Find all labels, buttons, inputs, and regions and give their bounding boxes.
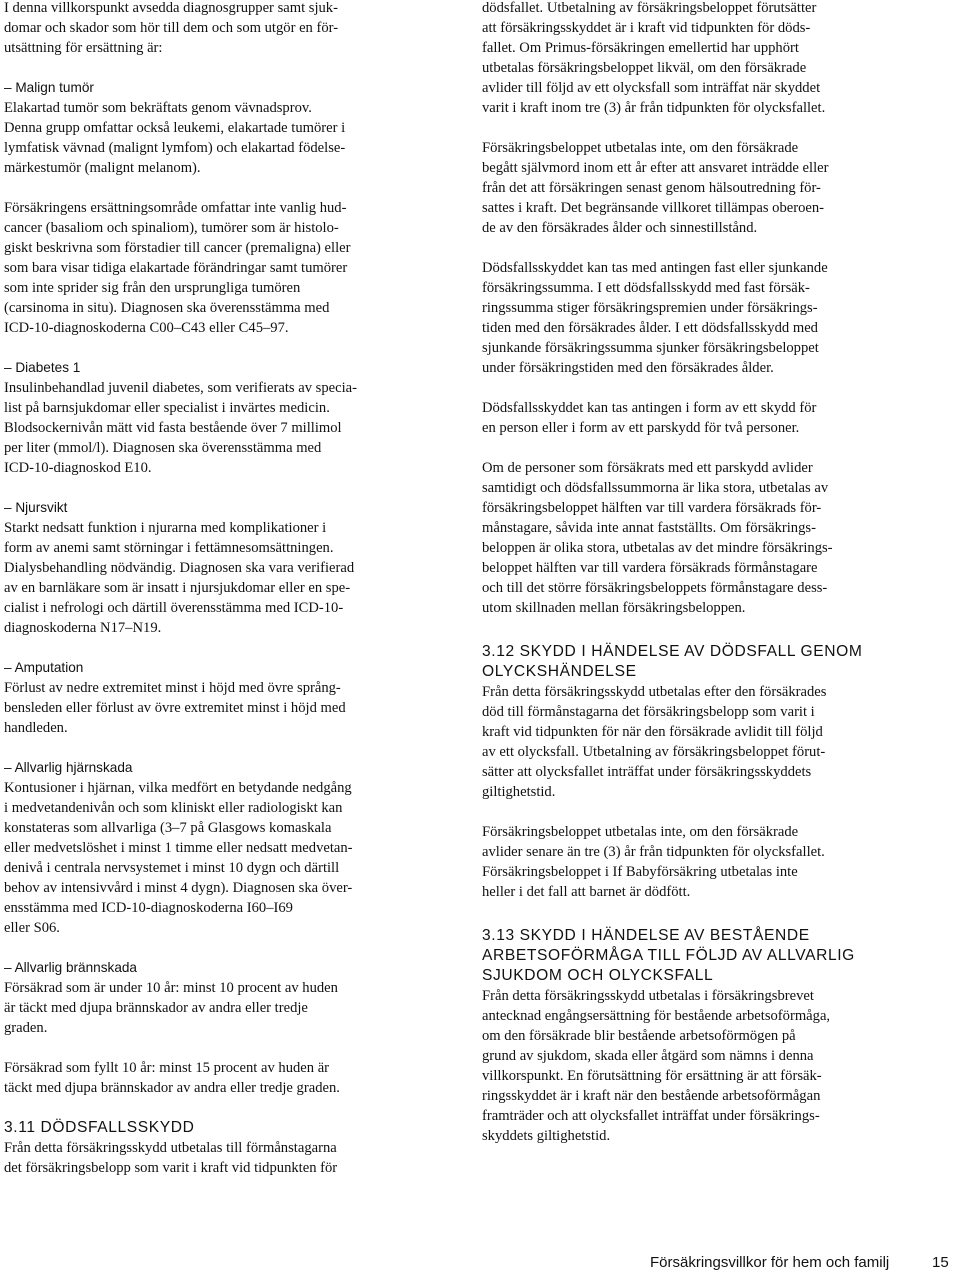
section-3-13-heading: 3.13 SKYDD I HÄNDELSE AV BESTÅENDE ARBETSOFÖRMÅGA TILL FÖLJD AV ALLVARLIG SJUKDOM OCH OLYCKSFALL <box>482 927 855 984</box>
right-column <box>482 0 918 1146</box>
section-3-12-heading: 3.12 SKYDD I HÄNDELSE AV DÖDSFALL GENOM OLYCKSHÄNDELSE <box>482 643 863 680</box>
hjarnskada-heading: – Allvarlig hjärnskada <box>4 760 133 775</box>
hjarnskada-paragraph: Kontusioner i hjärnan, vilka medfört en betydande nedgång i medvetandenivån och som kliniskt eller radiologiskt kan konstateras som allvarliga (3–7 på Glasgows komaskala eller medvetslöshet i minst 1 timme eller nedsatt medvetan- denivå i centrala nervsystemet i minst 10 dygn och därtill behov av intensivvård i minst 4 dygn). Diagnosen ska över- ensstämma med ICD-10-diagnoskoderna I60–I69 eller S06. <box>4 780 353 936</box>
page-footer <box>650 1254 950 1276</box>
brannskada-paragraph-1: Försäkrad som är under 10 år: minst 10 procent av huden är täckt med djupa brännskador av andra eller tredje graden. <box>4 980 338 1036</box>
malign-heading: – Malign tumör <box>4 80 94 95</box>
diabetes-paragraph: Insulinbehandlad juvenil diabetes, som verifierats av specia- list på barnsjukdomar eller specialist i invärtes medicin. Blodsockernivån mätt vid fasta bestående över 7 millimol per liter (mmol/l). Diagnosen ska överensstämma med ICD-10-diagnoskod E10. <box>4 380 357 476</box>
amputation-paragraph: Förlust av nedre extremitet minst i höjd med övre språng- bensleden eller förlust av övre extremitet minst i höjd med handleden. <box>4 680 346 736</box>
malign-paragraph-1: Elakartad tumör som bekräftats genom vävnadsprov. Denna grupp omfattar också leukemi, elakartade tumörer i lymfatisk vävnad (malignt lymfom) och elakartad födelse- märkestumör (malignt melanom). <box>4 100 346 176</box>
amputation-heading: – Amputation <box>4 660 84 675</box>
malign-paragraph-2: Försäkringens ersättningsområde omfattar inte vanlig hud- cancer (basaliom och spinaliom), tumörer som är histolo- giskt beskrivna som förstadier till cancer (premaligna) eller som bara visar tidiga elakartade förändringar samt tumörer som inte sprider sig från den ursprungliga tumören (carsinoma in situ). Diagnosen ska överensstämma med ICD-10-diagnoskoderna C00–C43 eller C45–97. <box>4 200 351 336</box>
dodsfall-paragraph-2: Försäkringsbeloppet utbetalas inte, om den försäkrade begått självmord inom ett år efter att ansvaret inträdde eller från det att försäkringen senast genom hälsoutredning för- sattes i kraft. Det begränsande villkoret tillämpas oberoen- de av den försäkrades ålder och sinnestillstånd. <box>482 140 829 236</box>
section-3-13-paragraph: Från detta försäkringsskydd utbetalas i försäkringsbrevet antecknad engångsersättning för bestående arbetsoförmåga, om den försäkrade blir bestående arbetsoförmögen på grund av sjukdom, skada eller åtgärd som nämns i denna villkorspunkt. En förutsättning för ersättning är att försäk- ringsskyddet är i kraft när den bestående arbetsoförmågan framträder och att olycksfallet inträffat under försäkrings- skyddets giltighetstid. <box>482 988 831 1144</box>
dodsfall-paragraph-4: Dödsfallsskyddet kan tas antingen i form av ett skydd för en person eller i form av ett parskydd för två personer. <box>482 400 817 436</box>
dodsfall-paragraph-3: Dödsfallsskyddet kan tas med antingen fast eller sjunkande försäkringssumma. I ett dödsfallsskydd med fast försäk- ringssumma stiger försäkringspremien under försäkrings- tiden med den försäkrades ålder. I ett dödsfallsskydd med sjunkande försäkringssumma sjunker försäkringsbeloppet under försäkringstiden med den försäkrades ålder. <box>482 260 828 376</box>
dodsfall-paragraph-5: Om de personer som försäkrats med ett parskydd avlider samtidigt och dödsfallssummorna är lika stora, utbetalas av försäkringsbeloppet hälften var till vardera försäkrads för- månstagare, såvida inte annat fastställts. Om försäkrings- beloppen är olika stora, utbetalas av det mindre försäkrings- beloppet hälften var till vardera försäkrads förmånstagare och till det större försäkringsbeloppets förmånstagare dess- utom skillnaden mellan försäkringsbeloppen. <box>482 460 833 616</box>
section-3-12-paragraph-1: Från detta försäkringsskydd utbetalas efter den försäkrades död till förmånstagarna det försäkringsbelopp som varit i kraft vid tidpunkten för när den försäkrade avlidit till följd av ett olycksfall. Utbetalning av försäkringsbeloppet förut- sätter att olycksfallet inträffat under försäkringsskyddets giltighetstid. <box>482 684 827 800</box>
diabetes-heading: – Diabetes 1 <box>4 360 81 375</box>
section-3-12-paragraph-2: Försäkringsbeloppet utbetalas inte, om den försäkrade avlider senare än tre (3) år från tidpunkten för olycksfallet. Försäkringsbeloppet i If Babyförsäkring utbetalas inte heller i det fall att barnet är dödfött. <box>482 824 825 900</box>
footer-title: Försäkringsvillkor för hem och familj <box>650 1254 890 1271</box>
left-column <box>4 0 430 1178</box>
njursvikt-heading: – Njursvikt <box>4 500 68 515</box>
brannskada-heading: – Allvarlig brännskada <box>4 960 137 975</box>
brannskada-paragraph-2: Försäkrad som fyllt 10 år: minst 15 procent av huden är täckt med djupa brännskador av andra eller tredje graden. <box>4 1060 340 1096</box>
njursvikt-paragraph: Starkt nedsatt funktion i njurarna med komplikationer i form av anemi samt störningar i fettämnesomsättningen. Dialysbehandling nödvändig. Diagnosen ska vara verifierad av en barnläkare som är insatt i njursjukdomar eller en spe- cialist i nefrologi och därtill överensstämma med ICD-10- diagnoskoderna N17–N19. <box>4 520 355 636</box>
dodsfall-paragraph-1: dödsfallet. Utbetalning av försäkringsbeloppet förutsätter att försäkringsskyddet är i kraft vid tidpunkten för döds- fallet. Om Primus-försäkringen emellertid har upphört utbetalas försäkringsbeloppet likväl, om den försäkrade avlider till följd av ett olycksfall som inträffat när skyddet varit i kraft inom tre (3) år från tidpunkten för olycksfallet. <box>482 0 826 116</box>
section-3-11-heading: 3.11 DÖDSFALLSSKYDD <box>4 1119 195 1136</box>
page-number: 15 <box>932 1254 949 1271</box>
intro-paragraph: I denna villkorspunkt avsedda diagnosgrupper samt sjuk- domar och skador som hör till dem och som utgör en för- utsättning för ersättning är: <box>4 0 339 56</box>
section-3-11-paragraph: Från detta försäkringsskydd utbetalas till förmånstagarna det försäkringsbelopp som varit i kraft vid tidpunkten för <box>4 1140 338 1176</box>
